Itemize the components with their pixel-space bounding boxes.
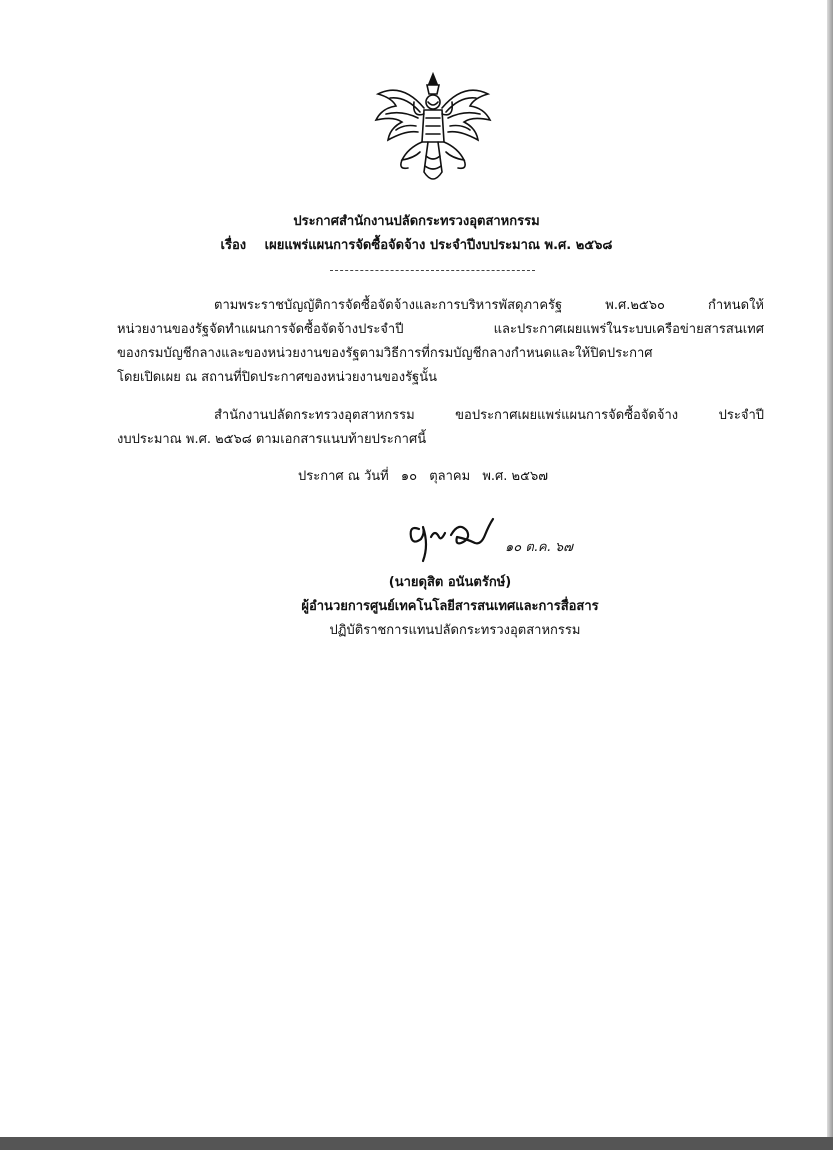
subject-text: เผยแพร่แผนการจัดซื้อจัดจ้าง ประจำปีงบประมาณ พ.ศ. ๒๕๖๘ <box>264 238 613 253</box>
announcement-subject-line <box>0 234 833 255</box>
signatory-acting-position: ปฏิบัติราชการแทนปลัดกระทรวงอุตสาหกรรม <box>329 623 581 638</box>
paragraph-1-line: หน่วยงานของรัฐจัดทำแผนการจัดซื้อจัดจ้างประจำปี และประกาศเผยแพร่ในระบบเครือข่ายสารสนเทศ <box>117 322 764 337</box>
announcement-date <box>298 465 556 486</box>
scan-edge-shadow <box>827 0 833 1150</box>
signatory-name: (นายดุสิต อนันตรักษ์) <box>388 575 512 590</box>
date-prefix: ประกาศ ณ วันที่ <box>298 469 389 484</box>
paragraph-1-line: โดยเปิดเผย ณ สถานที่ปิดประกาศของหน่วยงานของรัฐนั้น <box>117 370 437 385</box>
signatory-position: ผู้อำนวยการศูนย์เทคโนโลยีสารสนเทศและการสื่อสาร <box>301 599 599 614</box>
handwritten-signature <box>405 515 585 565</box>
scan-bottom-border <box>0 1137 833 1150</box>
handwritten-date: ๑๐ ต.ค. ๖๗ <box>505 540 573 555</box>
subject-label: เรื่อง <box>220 238 247 253</box>
date-day: ๑๐ <box>400 469 418 484</box>
title-divider <box>330 270 535 271</box>
paragraph-1-line: ของกรมบัญชีกลางและของหน่วยงานของรัฐตามวิธีการที่กรมบัญชีกลางกำหนดและให้ปิดประกาศ <box>117 346 653 361</box>
date-year: พ.ศ. ๒๕๖๗ <box>482 469 548 484</box>
garuda-emblem <box>372 72 494 188</box>
date-month: ตุลาคม <box>429 469 471 484</box>
paragraph-2-line: งบประมาณ พ.ศ. ๒๕๖๘ ตามเอกสารแนบท้ายประกาศนี้ <box>117 432 427 447</box>
paragraph-1-line: ตามพระราชบัญญัติการจัดซื้อจัดจ้างและการบริหารพัสดุภาครัฐ พ.ศ.๒๕๖๐ กำหนดให้ <box>214 298 764 313</box>
paragraph-2-line: สำนักงานปลัดกระทรวงอุตสาหกรรม ขอประกาศเผยแพร่แผนการจัดซื้อจัดจ้าง ประจำปี <box>214 408 764 423</box>
announcement-title: ประกาศสำนักงานปลัดกระทรวงอุตสาหกรรม <box>293 214 540 229</box>
